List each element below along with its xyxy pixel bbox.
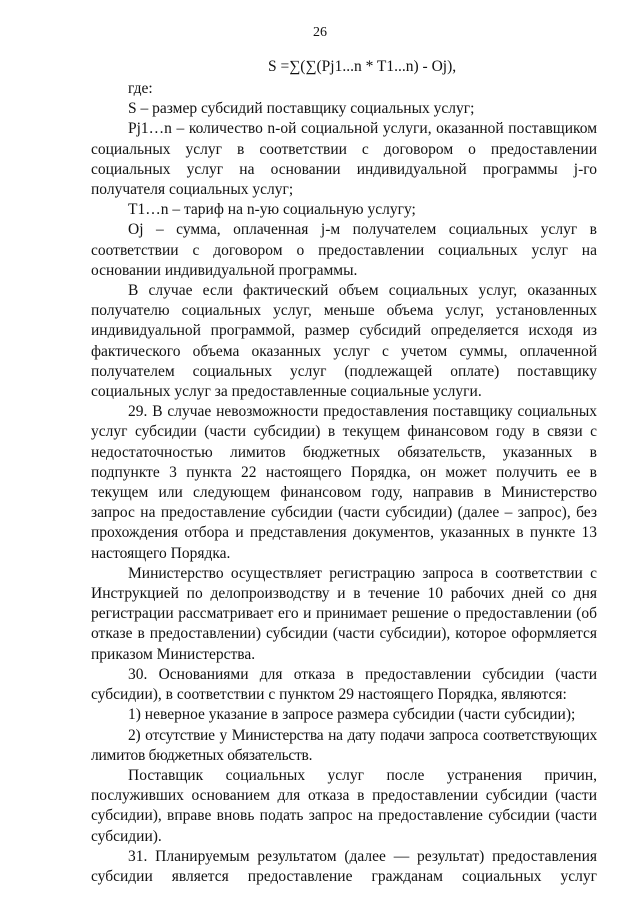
paragraph-s-definition: S – размер субсидий поставщику социальных услуг; (128, 100, 475, 118)
paragraph-where: где: (128, 80, 153, 97)
paragraph-actual-volume: В случае если фактический объем социальных услуг, оказанных получателю социальных услуг, меньше объема услуг, установленных индивидуальной программой, размер субсидий определяется исходя из фактического объема оказанных услуг с учетом суммы, оплаченной получателем социальных услуг (подлежащей оплате) поставщику социальных услуг за предоставленные социальные услуги. (91, 282, 597, 401)
paragraph-item-30: 30. Основаниями для отказа в предоставлении субсидии (части субсидии), в соответствии с пунктом 29 настоящего Порядка, являются: (91, 665, 597, 704)
subsidy-formula: S =∑(∑(Pj1...n * T1...n) - Oj), (268, 58, 457, 75)
paragraph-item-29: 29. В случае невозможности предоставления поставщику социальных услуг субсидии (части субсидии) в текущем финансовом году в связи с недостаточностью лимитов бюджетных обязательств, указанных в подпункте 3 пункта 22 настоящего Порядка, он может получить ее в текущем или следующем финансовом году, направив в Министерство запрос на предоставление субсидии (части субсидии) (далее – запрос), без прохождения отбора и представления документов, указанных в пункте 13 настоящего Порядка. (91, 403, 597, 562)
paragraph-t-definition: T1…n – тариф на n-ую социальную услугу; (128, 201, 416, 219)
paragraph-reason-2: 2) отсутствие у Министерства на дату подачи запроса соответствующих лимитов бюджетных обязательств. (91, 726, 597, 764)
paragraph-reason-1: 1) неверное указание в запросе размера субсидии (части субсидии); (128, 706, 576, 724)
document-body (91, 79, 597, 887)
paragraph-resubmission: Поставщик социальных услуг после устранения причин, послуживших основанием для отказа в предоставлении субсидии (части субсидии), вправе вновь подать запрос на предоставление субсидии (части субсидии). (91, 766, 597, 845)
paragraph-item-31: 31. Планируемым результатом (далее — результат) предоставления субсидии является предоставление гражданам социальных услуг (91, 847, 597, 885)
paragraph-ministry-registration: Министерство осуществляет регистрацию запроса в соответствии с Инструкцией по делопроизводству и в течение 10 рабочих дней со дня регистрации рассматривает его и принимает решение о предоставлении (об отказе в предоставлении) субсидии (части субсидии), которое оформляется приказом Министерства. (91, 564, 597, 663)
paragraph-oj-definition: Oj – сумма, оплаченная j-м получателем социальных услуг в соответствии с договором о предоставлении социальных услуг на основании индивидуальной программы. (91, 221, 597, 279)
page-number: 26 (313, 25, 327, 40)
paragraph-pj-definition: Pj1…n – количество n-ой социальной услуги, оказанной поставщиком социальных услуг в соответствии с договором о предоставлении социальных услуг на основании индивидуальной программы j-го получателя социальных услуг; (91, 120, 597, 199)
